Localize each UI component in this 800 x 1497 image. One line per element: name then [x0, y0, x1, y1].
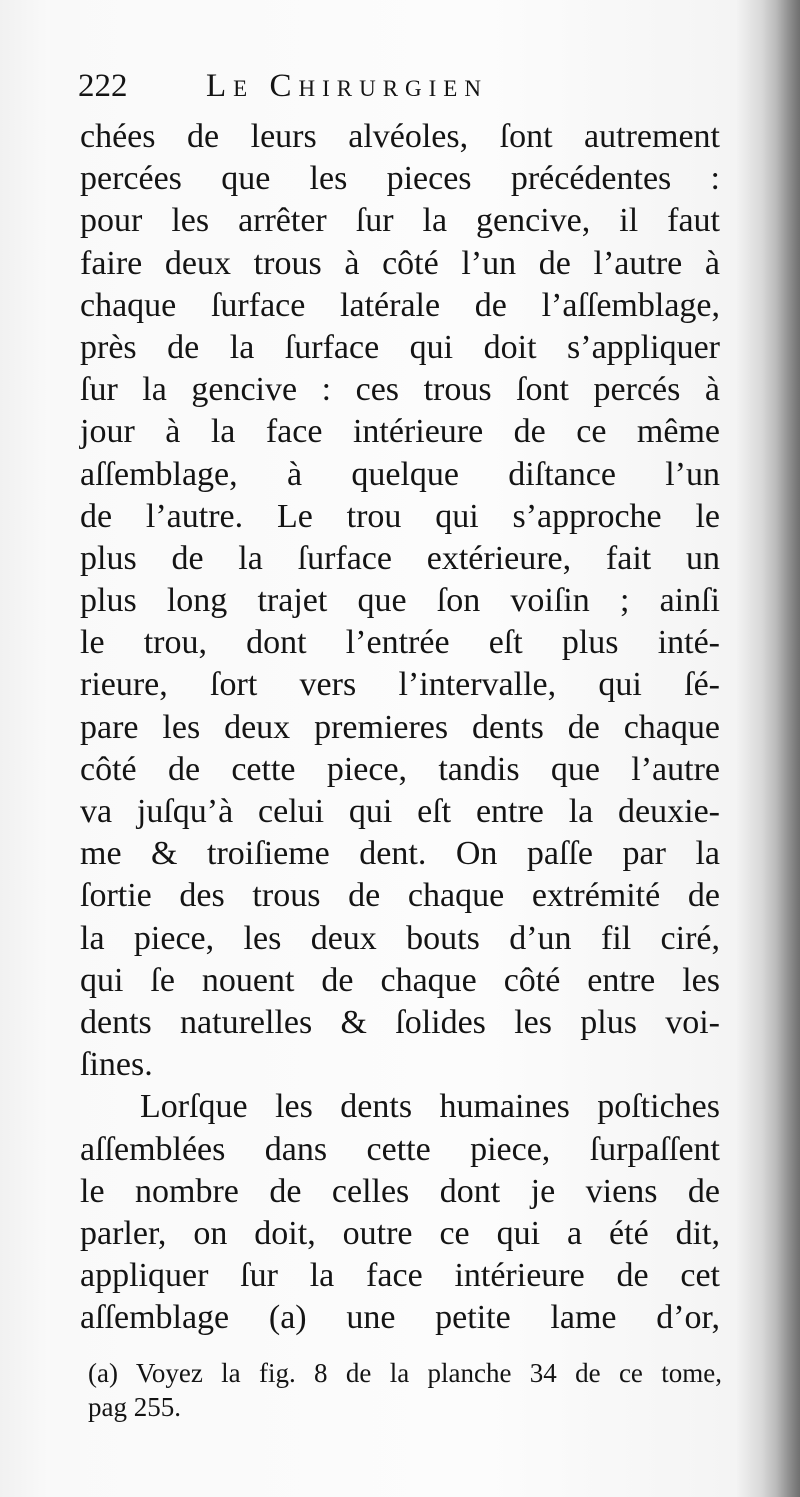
running-head: Le Chirurgien [206, 68, 488, 104]
text-line: chées de leurs alvéoles, ſont autrement [80, 118, 720, 155]
paragraph-start-line: Lorſque les dents humaines poſtiches [140, 1088, 720, 1126]
text-line: aſſemblage (a) une petite lame d’or, [80, 1299, 720, 1337]
text-line: plus de la ſurface extérieure, fait un [80, 539, 720, 577]
text-line: près de la ſurface qui doit s’appliquer [80, 328, 720, 366]
text-line: chaque ſurface latérale de l’aſſemblage, [80, 286, 720, 324]
text-line: dents naturelles & ſolides les plus voi- [80, 1003, 720, 1041]
text-line: faire deux trous à côté l’un de l’autre à [80, 244, 720, 282]
text-line: plus long trajet que ſon voiſin ; ainſi [80, 582, 720, 620]
text-line: parler, on doit, outre ce qui a été dit, [80, 1214, 720, 1252]
text-line: qui ſe nouent de chaque côté entre les [80, 961, 720, 999]
text-line: appliquer ſur la face intérieure de cet [80, 1257, 720, 1295]
text-line: rieure, ſort vers l’intervalle, qui ſé- [80, 666, 720, 704]
text-line: aſſemblées dans cette piece, ſurpaſſent [80, 1130, 720, 1168]
footnote-line: pag 255. [88, 1392, 181, 1422]
page-number: 222 [78, 68, 128, 104]
text-line: jour à la face intérieure de ce même [80, 413, 720, 451]
text-line: la piece, les deux bouts d’un fil ciré, [80, 919, 720, 957]
text-line: le trou, dont l’entrée eſt plus inté- [80, 624, 720, 662]
text-line: de l’autre. Le trou qui s’approche le [80, 497, 720, 535]
footnote [88, 1356, 722, 1424]
text-line: va juſqu’à celui qui eſt entre la deuxie- [80, 793, 720, 830]
text-line: ſortie des trous de chaque extrémité de [80, 877, 720, 915]
text-line: le nombre de celles dont je viens de [80, 1172, 720, 1210]
body-text [80, 116, 720, 1339]
text-line: me & troiſieme dent. On paſſe par la [80, 835, 720, 873]
binding-shadow [762, 0, 800, 1497]
text-line: pour les arrêter ſur la gencive, il faut [80, 202, 720, 240]
text-line: côté de cette piece, tandis que l’autre [80, 750, 720, 788]
text-line: percées que les pieces précédentes : [80, 160, 720, 198]
page-header [78, 62, 718, 110]
text-line: ſines. [80, 1046, 153, 1084]
footnote-line: (a) Voyez la fig. 8 de la planche 34 de ce tome, [88, 1358, 722, 1388]
text-line: ſur la gencive : ces trous ſont percés à [80, 371, 720, 409]
text-line: pare les deux premieres dents de chaque [80, 708, 720, 746]
text-line: aſſemblage, à quelque diſtance l’un [80, 455, 720, 493]
